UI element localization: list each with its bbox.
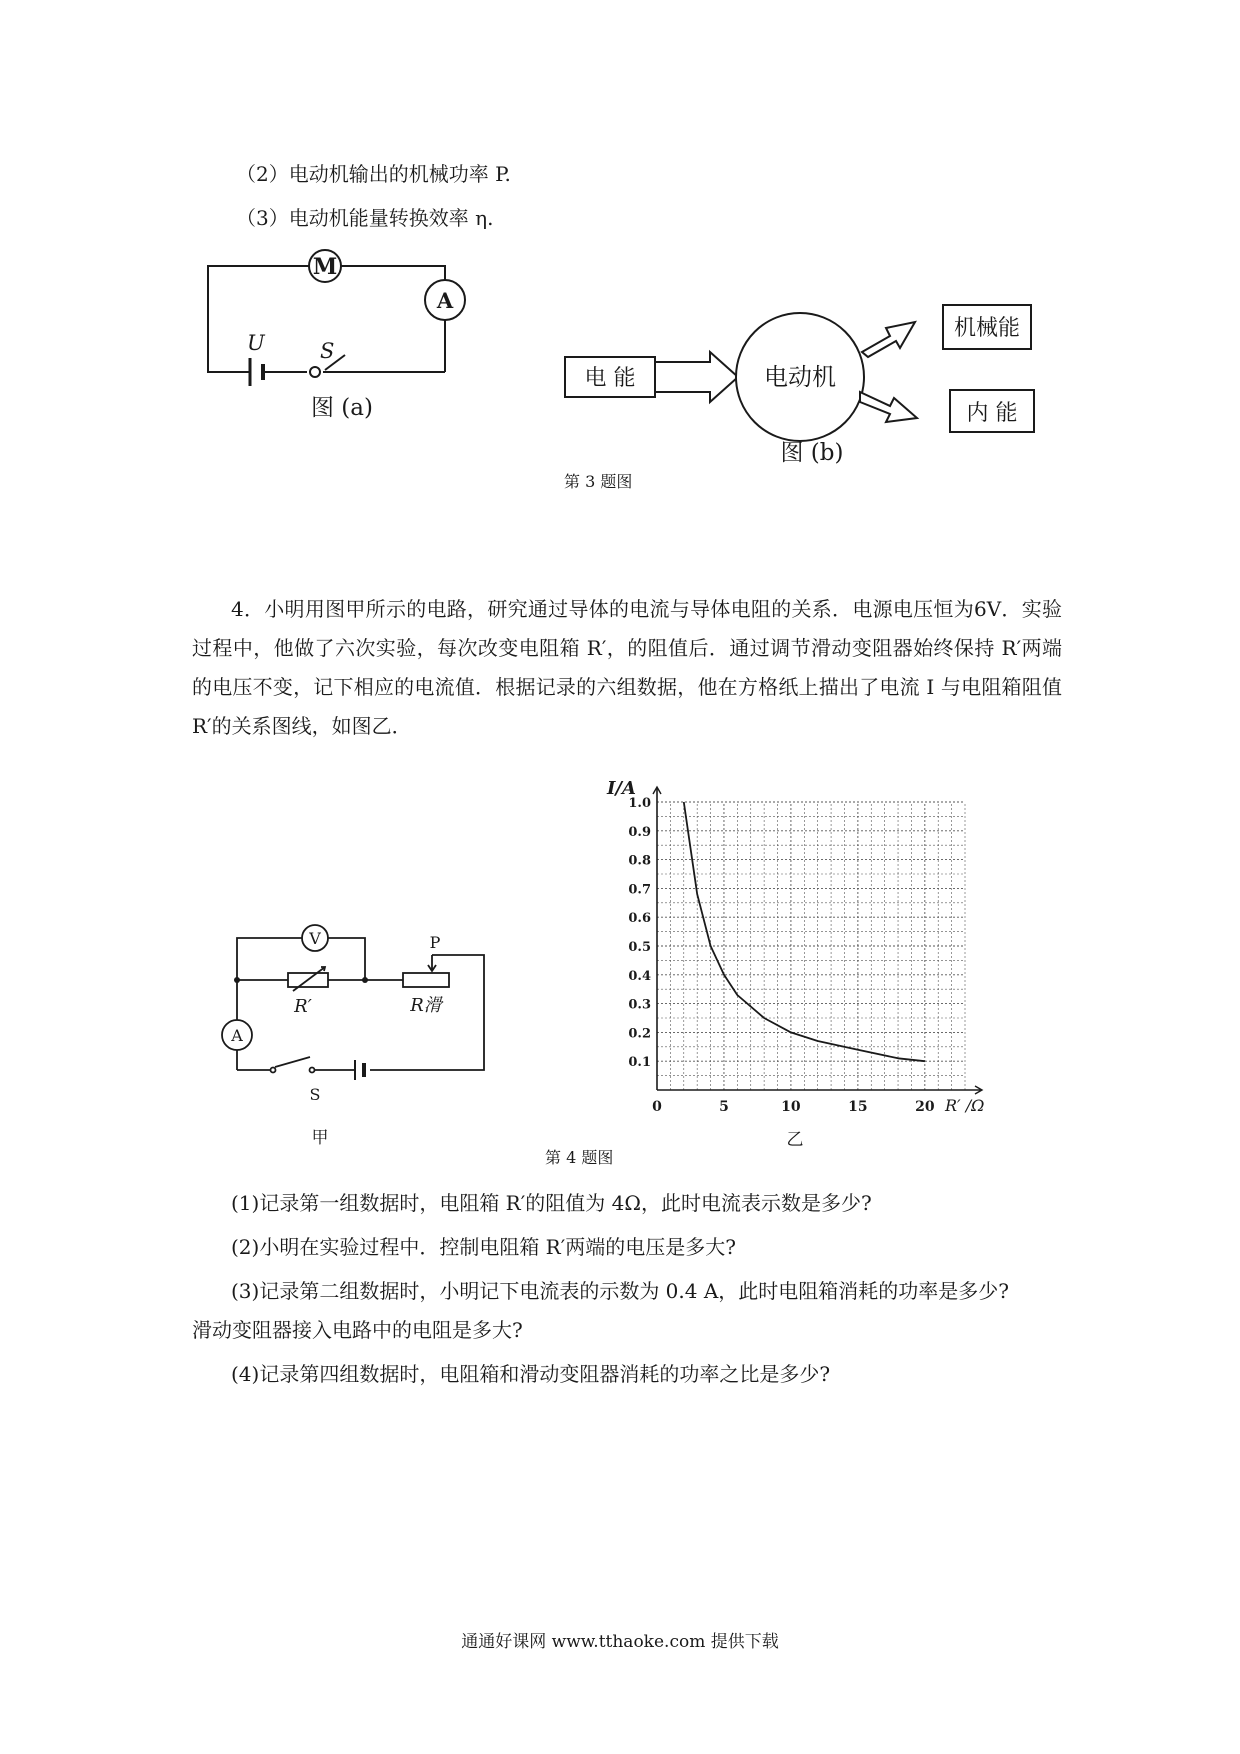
figure-3b-energy-flow	[560, 270, 1060, 470]
figure-3a-label: 图 (a)	[311, 395, 373, 421]
x-tick-label: 20	[915, 1099, 935, 1115]
rheostat-symbol	[403, 973, 449, 987]
y-tick-label: 0.6	[628, 911, 651, 927]
y-tick-label: 0.7	[628, 882, 651, 898]
ammeter-label-4: A	[231, 1026, 243, 1045]
y-tick-label: 1.0	[628, 796, 651, 811]
input-label: 电 能	[584, 366, 636, 391]
sub-question-4: (4)记录第四组数据时，电阻箱和滑动变阻器消耗的功率之比是多少?	[231, 1362, 831, 1386]
page-footer: 通通好课网 www.tthaoke.com 提供下载	[461, 1632, 779, 1652]
figure-4-chart	[595, 780, 1015, 1150]
question-item-3: （3）电动机能量转换效率 η.	[236, 206, 494, 230]
y-tick-label: 0.9	[628, 824, 651, 840]
x-tick-label: 15	[848, 1099, 868, 1115]
output-arrow-mechanical	[862, 322, 915, 357]
switch-label-4: S	[309, 1085, 321, 1104]
resistor-box-label: R′	[294, 996, 312, 1017]
figure-3a-circuit	[195, 230, 495, 470]
mechanical-energy-label: 机械能	[953, 316, 1021, 341]
y-tick-label: 0.5	[628, 940, 651, 955]
figure-3b-label: 图 (b)	[780, 440, 844, 466]
sub-question-3a: (3)记录第二组数据时，小明记下电流表的示数为 0.4 A，此时电阻箱消耗的功率是多少?	[231, 1279, 1010, 1303]
rheostat-label: R滑	[410, 995, 442, 1016]
ammeter-label: A	[436, 288, 454, 313]
chart-tick-labels	[628, 796, 934, 1115]
chart-xlabel: R′ /Ω	[945, 1096, 985, 1115]
output-arrow-internal	[860, 392, 917, 422]
voltage-label: U	[247, 331, 265, 355]
figure-3-caption: 第 3 题图	[564, 472, 633, 491]
chart-ylabel: I/A	[607, 780, 636, 799]
sub-question-3b: 滑动变阻器接入电路中的电阻是多大?	[192, 1318, 523, 1342]
x-tick-label: 10	[781, 1099, 801, 1115]
y-tick-label: 0.2	[628, 1026, 651, 1042]
figure-4-circuit	[215, 875, 515, 1145]
sub-question-2: (2)小明在实验过程中．控制电阻箱 R′两端的电压是多大?	[231, 1235, 737, 1259]
input-arrow	[655, 352, 738, 402]
chart-grid	[657, 802, 965, 1090]
voltmeter-label: V	[309, 929, 321, 948]
y-tick-label: 0.4	[628, 968, 651, 984]
figure-4-jia-label: 甲	[311, 1128, 329, 1145]
sub-question-1: (1)记录第一组数据时，电阻箱 R′的阻值为 4Ω，此时电流表示数是多少?	[231, 1191, 872, 1215]
question-item-2: （2）电动机输出的机械功率 P.	[236, 162, 511, 186]
y-tick-label: 0.3	[628, 997, 651, 1013]
motor-center-label: 电动机	[764, 363, 836, 391]
question-4-text: 4．小明用图甲所示的电路，研究通过导体的电流与导体电阻的关系．电源电压恒为6V．实验过程中，他做了六次实验，每次改变电阻箱 R′，的阻值后．通过调节滑动变阻器始终保持 R′两端的电压不变，记下相应的电流值．根据记录的六组数据，他在方格纸上描出了电流 I 与电阻箱阻值 R′的关系图线，如图乙．	[192, 597, 1062, 738]
figure-4-caption: 第 4 题图	[545, 1148, 614, 1167]
x-tick-label: 0	[652, 1099, 662, 1115]
y-tick-label: 0.1	[628, 1055, 651, 1071]
figure-4-yi-label: 乙	[786, 1130, 804, 1150]
motor-label: M	[312, 254, 338, 280]
switch-label: S	[320, 339, 335, 363]
y-tick-label: 0.8	[628, 853, 651, 869]
slider-label: P	[429, 933, 441, 952]
x-tick-label: 5	[719, 1099, 729, 1115]
internal-energy-label: 内 能	[966, 401, 1018, 426]
